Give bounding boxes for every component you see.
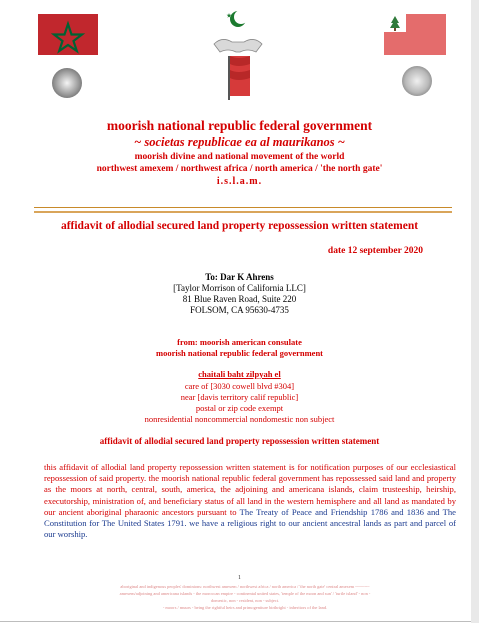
divider-line	[34, 207, 452, 208]
seal-right-icon	[402, 66, 432, 96]
footer-line: aboriginal and indigenous peoples' dominions: northwest amexem / northwest africa / north america / 'the north gate' central amexem ~~~~~~	[120, 584, 370, 589]
header-territories: northwest amexem / northwest africa / north america / 'the north gate'	[96, 164, 383, 174]
header-government-name: moorish national republic federal government	[106, 118, 373, 133]
sender-status: nonresidential noncommercial nondomestic non subject	[144, 414, 335, 424]
sender-near: near [davis territory calif republic]	[180, 392, 299, 402]
sender-consulate: from: moorish american consulate	[177, 337, 302, 347]
header-societas: ~ societas republicae ea al maurikanos ~	[134, 135, 345, 149]
pine-tree-flag-icon	[384, 14, 446, 55]
header-islam: i.s.l.a.m.	[216, 176, 263, 187]
document-date: date 12 september 2020	[327, 246, 423, 256]
morocco-flag-icon	[38, 14, 98, 55]
crescent-star-emblem-icon	[208, 8, 268, 103]
divider-line	[34, 211, 452, 213]
header-movement: moorish divine and national movement of the world	[134, 152, 345, 162]
page-number: 1	[238, 575, 241, 581]
footer-line: amexem/adjoining and americana islands - the moroccan empire - continental united states, 'temple of the moon and sun' / 'turtle island' - non -	[119, 591, 371, 596]
recipient-city: FOLSOM, CA 95630-4735	[190, 305, 289, 315]
affidavit-subtitle: affidavit of allodial secured land property repossession written statement	[99, 436, 380, 446]
recipient-company: [Taylor Morrison of California LLC]	[173, 283, 306, 293]
sender-postal: postal or zip code exempt	[195, 403, 284, 413]
document-title: affidavit of allodial secured land property repossession written statement	[60, 220, 419, 232]
sender-name: chaitali baht zilpyah el	[198, 369, 281, 379]
window-edge	[471, 0, 479, 623]
body-text-part2: The Treaty of Peace and Friendship 1786 and 1836 and The Constitution for The United States 1791. we have a religious right to our ancient ancestral lands as part and parcel of our worship.	[44, 506, 456, 540]
affidavit-body	[44, 462, 456, 540]
recipient-name: To: Dar K Ahrens	[205, 272, 274, 282]
body-text-part1: this affidavit of allodial land property repossession written statement is for notification purposes of our ecclesiastical repossession of said property. the moorish national republic federal government has repossessed said land and property as the moors at north, central, south, america, the adjoining and americana islands, claim trusteeship, heirship, executorship, ministration of, and beneficiary status of all land in the western hemisphere and all land as mandated by our ancient aboriginal pharaonic ancestors pursuant to	[44, 462, 456, 517]
seal-left-icon	[52, 68, 82, 98]
sender-government: moorish national republic federal government	[156, 348, 323, 358]
recipient-street: 81 Blue Raven Road, Suite 220	[182, 294, 297, 304]
footer-line: - moors / muurs - being the rightful heirs and primogeniture birthright - inheritors of the land.	[162, 605, 328, 610]
sender-care-of: care of [3030 cowell blvd #304]	[184, 381, 295, 391]
footer-line: domestic, non - resident, non - subject.	[210, 598, 280, 603]
